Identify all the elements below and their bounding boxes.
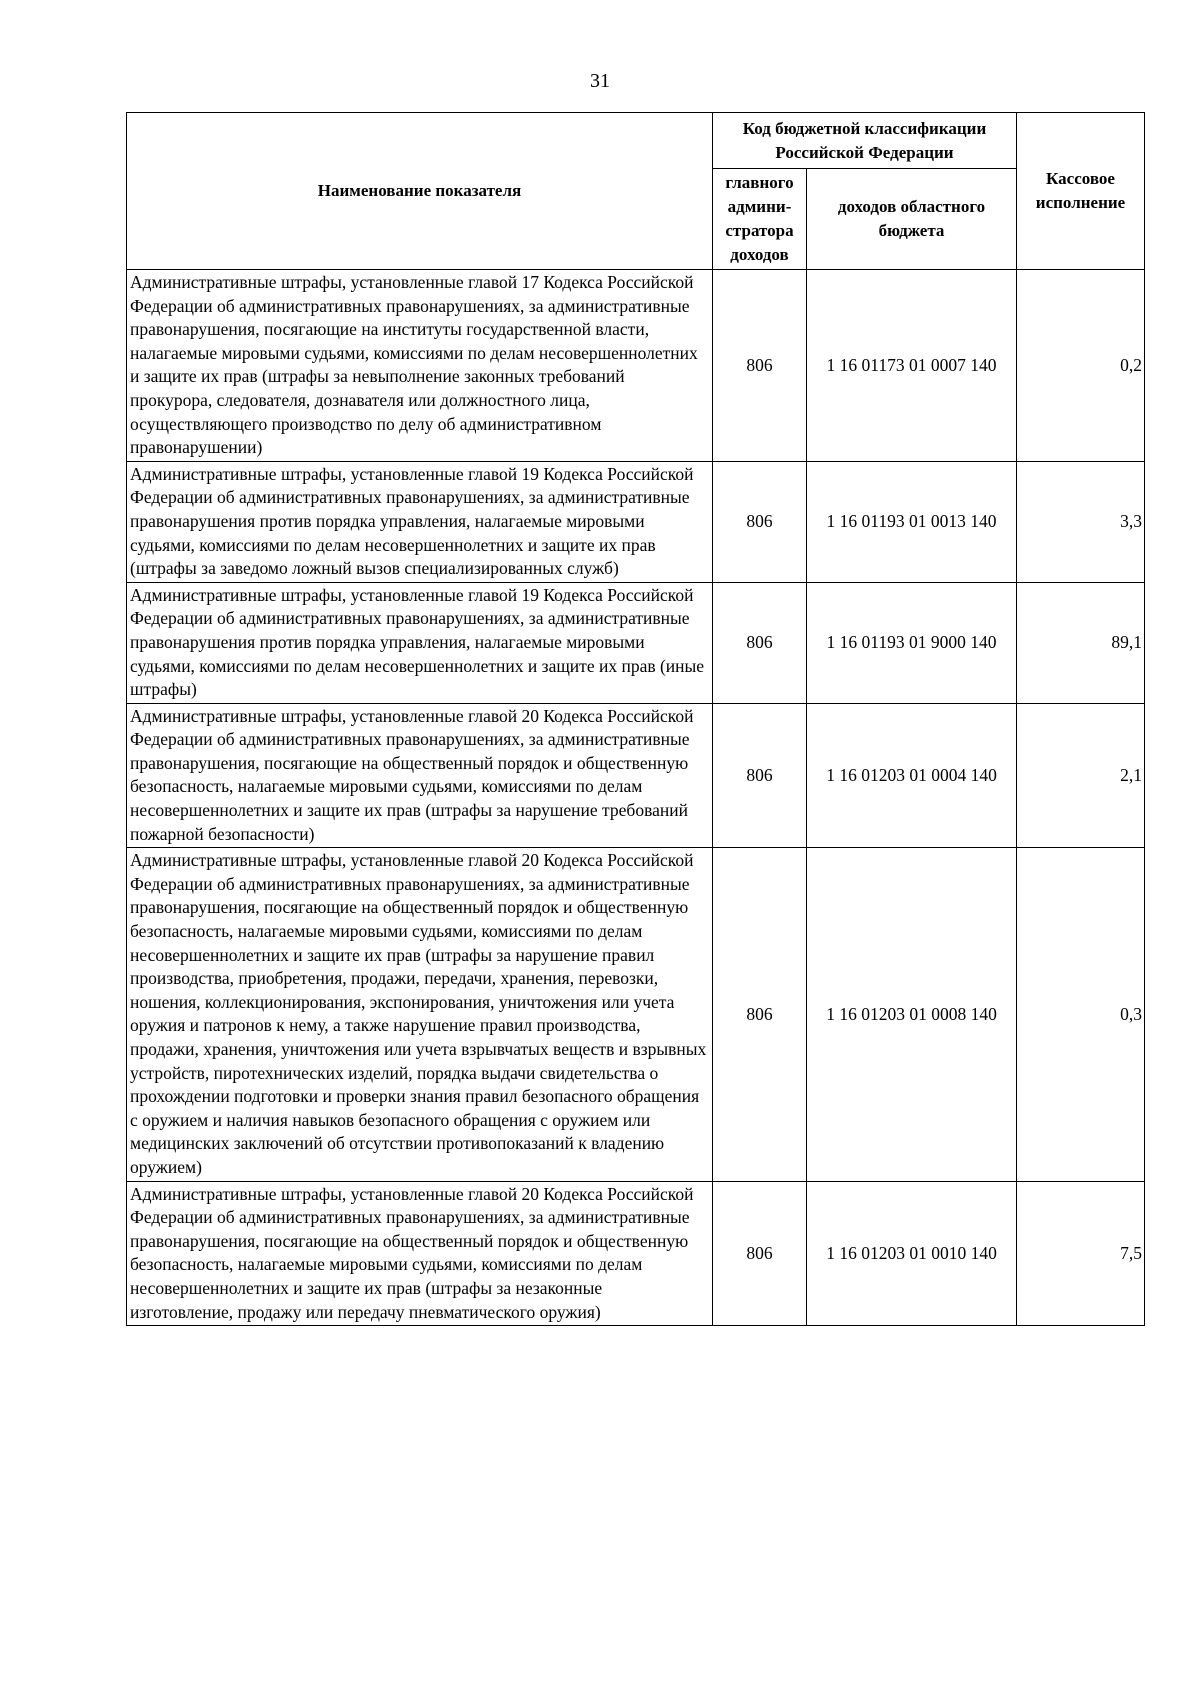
row-admin: 806 bbox=[713, 1181, 807, 1326]
row-admin: 806 bbox=[713, 582, 807, 703]
table-row bbox=[127, 270, 1145, 462]
row-admin: 806 bbox=[713, 848, 807, 1181]
row-code: 1 16 01203 01 0004 140 bbox=[807, 703, 1017, 848]
page-number: 31 bbox=[590, 70, 610, 92]
row-name: Административные штрафы, установленные главой 19 Кодекса Российской Федерации об административных правонарушениях, за административные правонарушения против порядка управления, налагаемые мировыми судьями, комиссиями по делам несовершеннолетних и защите их прав (иные штрафы) bbox=[127, 582, 713, 703]
table-row bbox=[127, 703, 1145, 848]
header-budget-code-group: Код бюджетной классификации Российской Федерации bbox=[713, 113, 1017, 169]
row-name: Административные штрафы, установленные главой 19 Кодекса Российской Федерации об административных правонарушениях, за административные правонарушения против порядка управления, налагаемые мировыми судьями, комиссиями по делам несовершеннолетних и защите их прав (штрафы за заведомо ложный вызов специализированных служб) bbox=[127, 461, 713, 582]
table-row bbox=[127, 848, 1145, 1181]
table-header bbox=[127, 113, 1145, 270]
row-name: Административные штрафы, установленные главой 20 Кодекса Российской Федерации об административных правонарушениях, за административные правонарушения, посягающие на общественный порядок и общественную безопасность, налагаемые мировыми судьями, комиссиями по делам несовершеннолетних и защите их прав (штрафы за нарушение правил производства, приобретения, продажи, передачи, хранения, перевозки, ношения, коллекционирования, экспонирования, уничтожения или учета оружия и патронов к нему, а также нарушение правил производства, продажи, хранения, уничтожения или учета взрывчатых веществ и взрывных устройств, пиротехнических изделий, порядка выдачи свидетельства о прохождении подготовки и проверки знания правил безопасного обращения с оружием и наличия навыков безопасного обращения с оружием или медицинских заключений об отсутствии противопоказаний к владению оружием) bbox=[127, 848, 713, 1181]
row-admin: 806 bbox=[713, 270, 807, 462]
table-row bbox=[127, 461, 1145, 582]
row-amount: 0,2 bbox=[1017, 270, 1145, 462]
row-code: 1 16 01193 01 9000 140 bbox=[807, 582, 1017, 703]
row-amount: 89,1 bbox=[1017, 582, 1145, 703]
row-code: 1 16 01203 01 0010 140 bbox=[807, 1181, 1017, 1326]
row-amount: 2,1 bbox=[1017, 703, 1145, 848]
table-row bbox=[127, 582, 1145, 703]
table-body bbox=[127, 270, 1145, 1326]
header-revenue-code: доходов областного бюджета bbox=[807, 169, 1017, 270]
header-admin: главного админи-стратора доходов bbox=[713, 169, 807, 270]
row-amount: 7,5 bbox=[1017, 1181, 1145, 1326]
header-name: Наименование показателя bbox=[127, 113, 713, 270]
revenue-table bbox=[126, 112, 1145, 1326]
row-amount: 0,3 bbox=[1017, 848, 1145, 1181]
row-admin: 806 bbox=[713, 461, 807, 582]
row-admin: 806 bbox=[713, 703, 807, 848]
table-row bbox=[127, 1181, 1145, 1326]
row-code: 1 16 01203 01 0008 140 bbox=[807, 848, 1017, 1181]
row-name: Административные штрафы, установленные главой 17 Кодекса Российской Федерации об административных правонарушениях, за административные правонарушения, посягающие на институты государственной власти, налагаемые мировыми судьями, комиссиями по делам несовершеннолетних и защите их прав (штрафы за невыполнение законных требований прокурора, следователя, дознавателя или должностного лица, осуществляющего производство по делу об административном правонарушении) bbox=[127, 270, 713, 462]
row-code: 1 16 01173 01 0007 140 bbox=[807, 270, 1017, 462]
header-execution: Кассовое исполнение bbox=[1017, 113, 1145, 270]
row-code: 1 16 01193 01 0013 140 bbox=[807, 461, 1017, 582]
row-amount: 3,3 bbox=[1017, 461, 1145, 582]
row-name: Административные штрафы, установленные главой 20 Кодекса Российской Федерации об административных правонарушениях, за административные правонарушения, посягающие на общественный порядок и общественную безопасность, налагаемые мировыми судьями, комиссиями по делам несовершеннолетних и защите их прав (штрафы за незаконные изготовление, продажу или передачу пневматического оружия) bbox=[127, 1181, 713, 1326]
row-name: Административные штрафы, установленные главой 20 Кодекса Российской Федерации об административных правонарушениях, за административные правонарушения, посягающие на общественный порядок и общественную безопасность, налагаемые мировыми судьями, комиссиями по делам несовершеннолетних и защите их прав (штрафы за нарушение требований пожарной безопасности) bbox=[127, 703, 713, 848]
